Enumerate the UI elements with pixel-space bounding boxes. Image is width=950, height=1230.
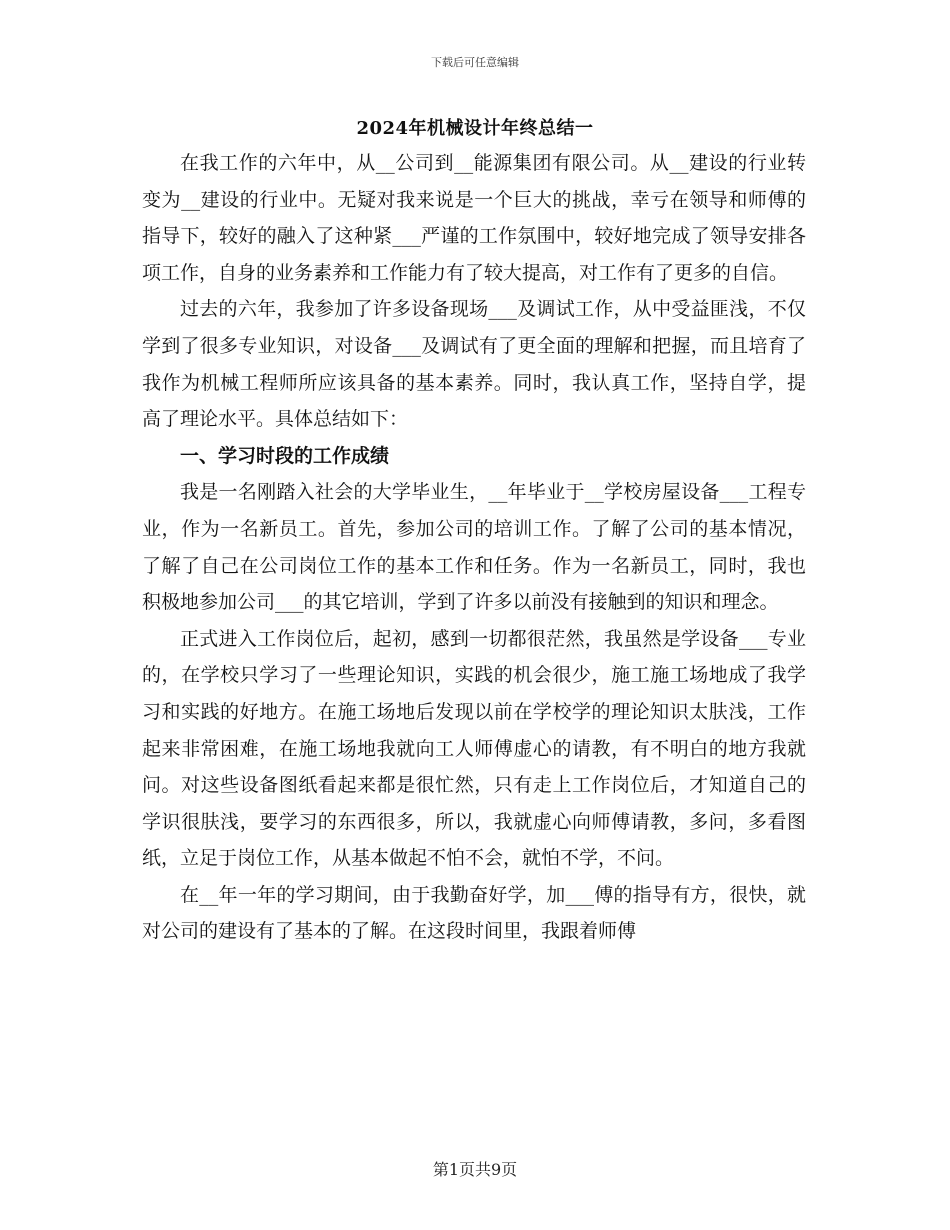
paragraph-section-2: 正式进入工作岗位后，起初，感到一切都很茫然，我虽然是学设备___专业的，在学校只学习了一些理论知识，实践的机会很少，施工施工场地成了我学习和实践的好地方。在施工场地后发现以前在学校学的理论知识太肤浅，工作起来非常困难，在施工场地我就向工人师傅虚心的请教，有不明白的地方我就问。对这些设备图纸看起来都是很忙然，只有走上工作岗位后，才知道自己的学识很肤浅，要学习的东西很多，所以，我就虚心向师傅请教，多问，多看图纸，立足于岗位工作，从基本做起不怕不会，就怕不学，不问。 bbox=[142, 627, 806, 870]
page-number: 第1页共9页 bbox=[432, 1160, 518, 1179]
paragraph-section-1: 我是一名刚踏入社会的大学毕业生，__年毕业于__学校房屋设备___工程专业，作为一名新员工。首先，参加公司的培训工作。了解了公司的基本情况，了解了自己在公司岗位工作的基本工作和任务。作为一名新员工，同时，我也积极地参加公司___的其它培训，学到了许多以前没有接触到的知识和理念。 bbox=[142, 481, 806, 614]
document-body bbox=[142, 145, 806, 950]
section-heading: 一、学习时段的工作成绩 bbox=[180, 444, 390, 467]
paragraph-section-3: 在__年一年的学习期间，由于我勤奋好学，加___傅的指导有方，很快，就对公司的建设有了基本的了解。在这段时间里，我跟着师傅 bbox=[142, 883, 806, 943]
paragraph-intro: 在我工作的六年中，从__公司到__能源集团有限公司。从__建设的行业转变为__建设的行业中。无疑对我来说是一个巨大的挑战，幸亏在领导和师傅的指导下，较好的融入了这种紧___严谨的工作氛围中，较好地完成了领导安排各项工作，自身的业务素养和工作能力有了较大提高，对工作有了更多的自信。 bbox=[142, 152, 806, 284]
header-note: 下载后可任意编辑 bbox=[431, 56, 519, 69]
document-title: 2024年机械设计年终总结一 bbox=[356, 118, 594, 139]
paragraph-summary: 过去的六年，我参加了许多设备现场___及调试工作，从中受益匪浅，不仅学到了很多专业知识，对设备___及调试有了更全面的理解和把握，而且培育了我作为机械工程师所应该具备的基本素养。同时，我认真工作，坚持自学，提高了理论水平。具体总结如下： bbox=[142, 298, 806, 431]
